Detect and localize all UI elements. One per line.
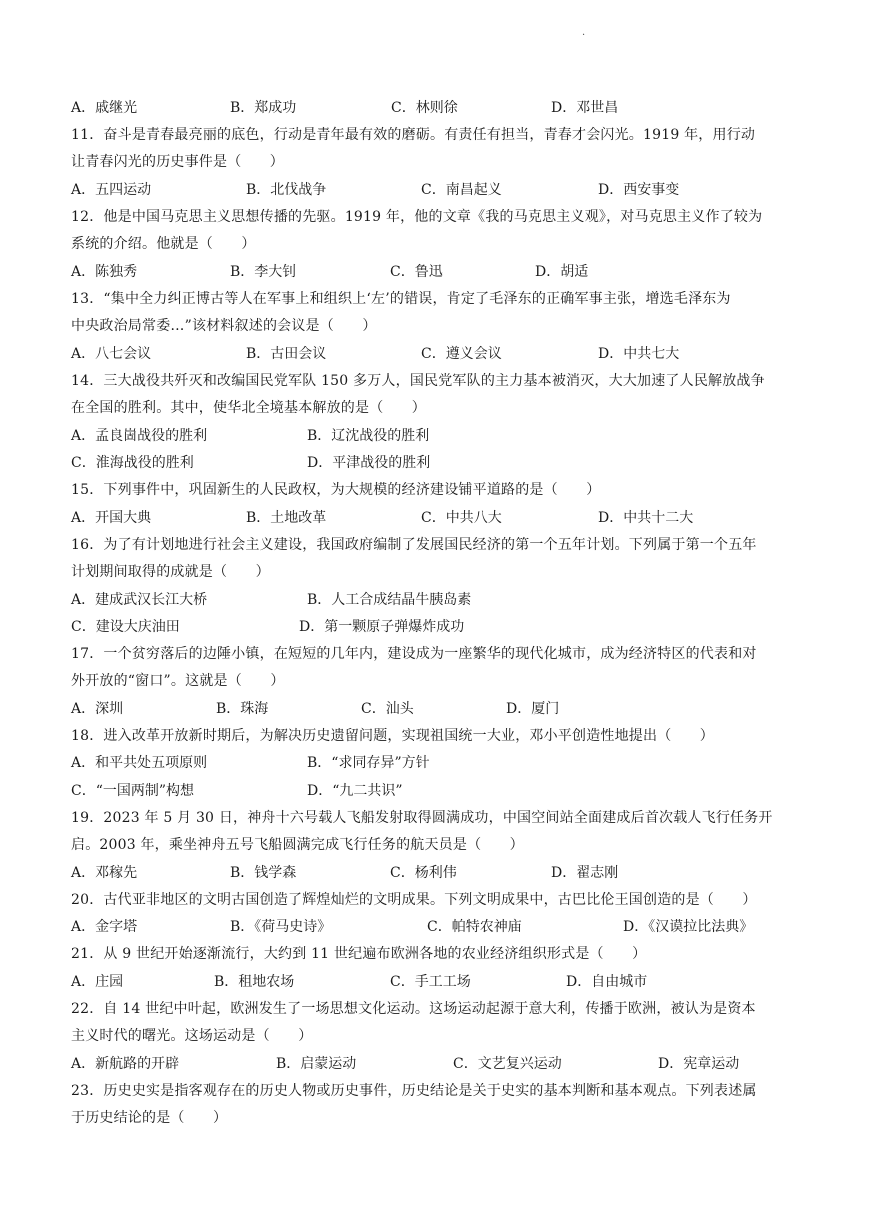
q22-text-line-2: 主义时代的曙光。这场运动是（ ） (71, 1028, 313, 1044)
q13-text-line-1: 13．“集中全力纠正博古等人在军事上和组织上‘左’的错误，肯定了毛泽东的正确军事主张，增选毛泽东为 (71, 291, 731, 307)
q11-option-b: B．北伐战争 (246, 182, 327, 198)
q12-option-a: A．陈独秀 (71, 264, 138, 280)
q22-option-a: A．新航路的开辟 (71, 1056, 180, 1072)
q21-option-a: A．庄园 (71, 974, 124, 990)
q12-option-b: B．李大钊 (230, 264, 297, 280)
q16-option-a: A．建成武汉长江大桥 (71, 592, 208, 608)
q21-option-c: C．手工工场 (390, 974, 471, 990)
q23-text-line-2: 于历史结论的是（ ） (71, 1110, 228, 1126)
q12-text-line-2: 系统的介绍。他就是（ ） (71, 236, 256, 252)
q13-option-b: B．古田会议 (246, 346, 327, 362)
q20-text-line-1: 20．古代亚非地区的文明古国创造了辉煌灿烂的文明成果。下列文明成果中，古巴比伦王国创造的是（ ） (71, 892, 757, 908)
q17-option-b: B．珠海 (216, 701, 269, 717)
q18-option-b: B．“求同存异”方针 (307, 755, 430, 771)
q15-option-a: A．开国大典 (71, 510, 152, 526)
q16-text-line-1: 16．为了有计划地进行社会主义建设，我国政府编制了发展国民经济的第一个五年计划。下列属于第一个五年 (71, 537, 757, 553)
q14-option-d: D．平津战役的胜利 (307, 455, 431, 471)
q14-option-c: C．淮海战役的胜利 (71, 455, 194, 471)
q12-option-c: C．鲁迅 (390, 264, 443, 280)
q17-text-line-2: 外开放的“窗口”。这就是（ ） (71, 673, 285, 689)
q10-option-c: C．林则徐 (391, 100, 458, 116)
q16-option-d: D．第一颗原子弹爆炸成功 (299, 619, 465, 635)
q14-text-line-1: 14．三大战役共歼灭和改编国民党军队 150 多万人，国民党军队的主力基本被消灭，大大加速了人民解放战争 (71, 373, 765, 389)
q15-text-line-1: 15．下列事件中，巩固新生的人民政权，为大规模的经济建设铺平道路的是（ ） (71, 482, 601, 498)
q12-option-d: D．胡适 (535, 264, 589, 280)
q19-option-d: D．翟志刚 (551, 865, 619, 881)
q11-option-d: D．西安事变 (598, 182, 680, 198)
q17-option-a: A．深圳 (71, 701, 124, 717)
q15-option-c: C．中共八大 (421, 510, 502, 526)
q21-text-line-1: 21．从 9 世纪开始逐渐流行，大约到 11 世纪遍布欧洲各地的农业经济组织形式是（ ） (71, 946, 647, 962)
q17-option-c: C．汕头 (361, 701, 414, 717)
q10-option-d: D．邓世昌 (551, 100, 619, 116)
header-mark: · (582, 30, 586, 41)
q19-option-b: B．钱学森 (230, 865, 297, 881)
q16-option-c: C．建设大庆油田 (71, 619, 180, 635)
q20-option-b: B．《荷马史诗》 (230, 919, 332, 935)
q14-option-a: A．孟良崮战役的胜利 (71, 428, 208, 444)
q13-option-c: C．遵义会议 (421, 346, 502, 362)
q11-text-line-1: 11．奋斗是青春最亮丽的底色，行动是青年最有效的磨砺。有责任有担当，青春才会闪光。1919 年，用行动 (71, 127, 756, 143)
q14-text-line-2: 在全国的胜利。其中，使华北全境基本解放的是（ ） (71, 400, 426, 416)
q13-text-line-2: 中央政治局常委…”该材料叙述的会议是（ ） (71, 318, 377, 334)
q21-option-b: B．租地农场 (214, 974, 295, 990)
q15-option-d: D．中共十二大 (598, 510, 694, 526)
q19-text-line-1: 19．2023 年 5 月 30 日，神舟十六号载人飞船发射取得圆满成功，中国空间站全面建成后首次载人飞行任务开 (71, 810, 773, 826)
q20-option-d: D．《汉谟拉比法典》 (623, 919, 754, 935)
q18-text-line-1: 18．进入改革开放新时期后，为解决历史遗留问题，实现祖国统一大业，邓小平创造性地提出（ ） (71, 728, 715, 744)
q10-option-a: A．戚继光 (71, 100, 138, 116)
q16-option-b: B．人工合成结晶牛胰岛素 (307, 592, 472, 608)
q10-option-b: B．郑成功 (230, 100, 297, 116)
q22-option-d: D．宪章运动 (658, 1056, 740, 1072)
q22-option-c: C．文艺复兴运动 (453, 1056, 562, 1072)
q22-option-b: B．启蒙运动 (276, 1056, 357, 1072)
q23-text-line-1: 23．历史史实是指客观存在的历史人物或历史事件，历史结论是关于史实的基本判断和基本观点。下列表述属 (71, 1083, 757, 1099)
q18-option-c: C．“一国两制”构想 (71, 783, 195, 799)
q16-text-line-2: 计划期间取得的成就是（ ） (71, 564, 270, 580)
q14-option-b: B．辽沈战役的胜利 (307, 428, 430, 444)
q19-option-c: C．杨利伟 (390, 865, 457, 881)
q12-text-line-1: 12．他是中国马克思主义思想传播的先驱。1919 年，他的文章《我的马克思主义观》，对马克思主义作了较为 (71, 209, 763, 225)
q21-option-d: D．自由城市 (566, 974, 648, 990)
q13-option-a: A．八七会议 (71, 346, 152, 362)
q11-text-line-2: 让青春闪光的历史事件是（ ） (71, 154, 284, 170)
q19-option-a: A．邓稼先 (71, 865, 138, 881)
q22-text-line-1: 22．自 14 世纪中叶起，欧洲发生了一场思想文化运动。这场运动起源于意大利，传播于欧洲，被认为是资本 (71, 1001, 756, 1017)
q18-option-d: D．“九二共识” (307, 783, 403, 799)
q18-option-a: A．和平共处五项原则 (71, 755, 208, 771)
q19-text-line-2: 启。2003 年，乘坐神舟五号飞船圆满完成飞行任务的航天员是（ ） (71, 837, 524, 853)
q11-option-c: C．南昌起义 (421, 182, 502, 198)
q20-option-a: A．金字塔 (71, 919, 138, 935)
q17-text-line-1: 17．一个贫穷落后的边陲小镇，在短短的几年内，建设成为一座繁华的现代化城市，成为经济特区的代表和对 (71, 646, 757, 662)
q13-option-d: D．中共七大 (598, 346, 680, 362)
q17-option-d: D．厦门 (506, 701, 560, 717)
q11-option-a: A．五四运动 (71, 182, 152, 198)
q15-option-b: B．土地改革 (246, 510, 327, 526)
q20-option-c: C．帕特农神庙 (427, 919, 522, 935)
